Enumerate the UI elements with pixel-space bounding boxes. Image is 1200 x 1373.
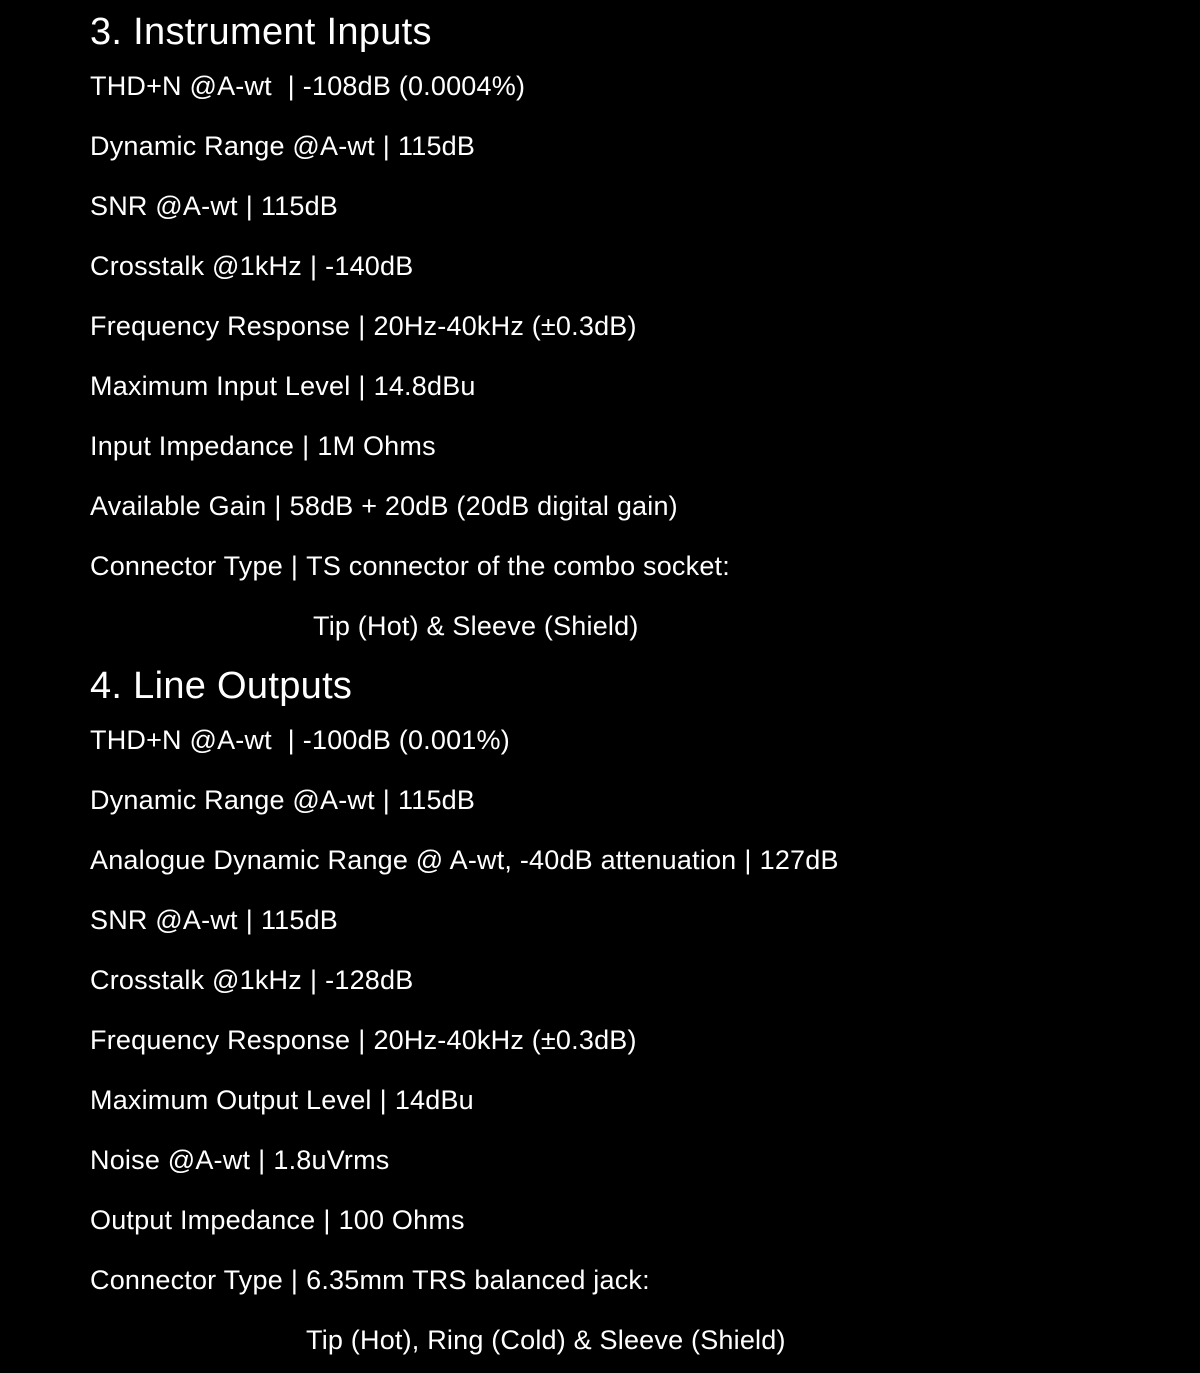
spec-row <box>90 430 730 490</box>
spec-separator: | <box>290 551 299 581</box>
spec-value: 1M Ohms <box>317 431 436 461</box>
section-title: 3. Instrument Inputs <box>90 11 432 53</box>
spec-separator: | <box>382 131 391 161</box>
section-title: 4. Line Outputs <box>90 665 353 707</box>
spec-value: 115dB <box>260 191 339 221</box>
spec-label: SNR @A-wt <box>90 191 238 221</box>
spec-row <box>90 904 839 964</box>
spec-label: Noise @A-wt <box>90 1145 251 1175</box>
spec-separator: | <box>287 71 295 101</box>
spec-label: Connector Type <box>90 1265 283 1295</box>
spec-separator: | <box>358 311 366 341</box>
spec-separator: | <box>358 371 366 401</box>
spec-value: -100dB (0.001%) <box>302 725 510 755</box>
spec-value: 6.35mm TRS balanced jack: <box>306 1265 650 1295</box>
spec-label: Maximum Output Level <box>90 1085 372 1115</box>
spec-row <box>90 70 730 130</box>
spec-label: Output Impedance <box>90 1205 316 1235</box>
spec-label: Frequency Response <box>90 311 351 341</box>
spec-separator: | <box>245 905 253 935</box>
spec-label: Available Gain <box>90 491 267 521</box>
spec-row <box>90 130 730 190</box>
spec-label: Input Impedance <box>90 431 295 461</box>
spec-row <box>90 1084 839 1144</box>
spec-label: Maximum Input Level <box>90 371 351 401</box>
spec-value: 20Hz-40kHz (±0.3dB) <box>373 1025 637 1055</box>
spec-separator: | <box>245 191 253 221</box>
spec-separator: | <box>287 725 295 755</box>
spec-row <box>90 1264 839 1324</box>
spec-label: THD+N @A-wt <box>90 725 280 755</box>
spec-label: THD+N @A-wt <box>90 71 280 101</box>
spec-value: 1.8uVrms <box>273 1145 390 1175</box>
instrument-inputs-specs <box>90 70 730 610</box>
spec-separator: | <box>323 1205 331 1235</box>
spec-separator: | <box>290 1265 299 1295</box>
spec-label: Dynamic Range @A-wt <box>90 785 375 815</box>
spec-row <box>90 964 839 1024</box>
spec-separator: | <box>302 431 310 461</box>
spec-row <box>90 490 730 550</box>
spec-separator: | <box>358 1025 366 1055</box>
spec-value: 100 Ohms <box>338 1205 465 1235</box>
spec-value: 127dB <box>759 845 839 875</box>
spec-value: 58dB + 20dB (20dB digital gain) <box>289 491 678 521</box>
spec-value: -140dB <box>325 251 414 281</box>
spec-continuation: Tip (Hot), Ring (Cold) & Sleeve (Shield) <box>306 1325 786 1355</box>
spec-label: Analogue Dynamic Range @ A-wt, -40dB attenuation <box>90 845 737 875</box>
spec-value: 115dB <box>398 131 476 161</box>
spec-separator: | <box>309 251 318 281</box>
section-instrument-inputs <box>90 12 432 52</box>
spec-label: Crosstalk @1kHz <box>90 965 302 995</box>
line-outputs-specs <box>90 724 839 1324</box>
spec-row <box>90 250 730 310</box>
spec-separator: | <box>258 1145 266 1175</box>
spec-row <box>90 370 730 430</box>
spec-row <box>90 844 839 904</box>
spec-separator: | <box>744 845 752 875</box>
spec-label: Frequency Response <box>90 1025 351 1055</box>
spec-value: 20Hz-40kHz (±0.3dB) <box>373 311 637 341</box>
spec-value: 14.8dBu <box>373 371 476 401</box>
spec-row <box>90 1204 839 1264</box>
spec-row <box>90 784 839 844</box>
spec-value: 115dB <box>398 785 476 815</box>
spec-label: Dynamic Range @A-wt <box>90 131 375 161</box>
spec-separator: | <box>379 1085 387 1115</box>
spec-value: 115dB <box>260 905 339 935</box>
spec-label: Crosstalk @1kHz <box>90 251 302 281</box>
spec-value: 14dBu <box>394 1085 474 1115</box>
spec-row <box>90 1144 839 1204</box>
spec-separator: | <box>274 491 282 521</box>
spec-row <box>90 190 730 250</box>
spec-label: Connector Type <box>90 551 283 581</box>
spec-value: -108dB (0.0004%) <box>302 71 526 101</box>
spec-row <box>90 550 730 610</box>
spec-row <box>90 310 730 370</box>
spec-label: SNR @A-wt <box>90 905 238 935</box>
spec-row <box>90 724 839 784</box>
spec-value: TS connector of the combo socket: <box>306 551 730 581</box>
spec-continuation: Tip (Hot) & Sleeve (Shield) <box>313 611 639 641</box>
spec-value: -128dB <box>325 965 414 995</box>
spec-row <box>90 1024 839 1084</box>
spec-separator: | <box>309 965 318 995</box>
spec-separator: | <box>382 785 391 815</box>
section-line-outputs <box>90 666 352 706</box>
